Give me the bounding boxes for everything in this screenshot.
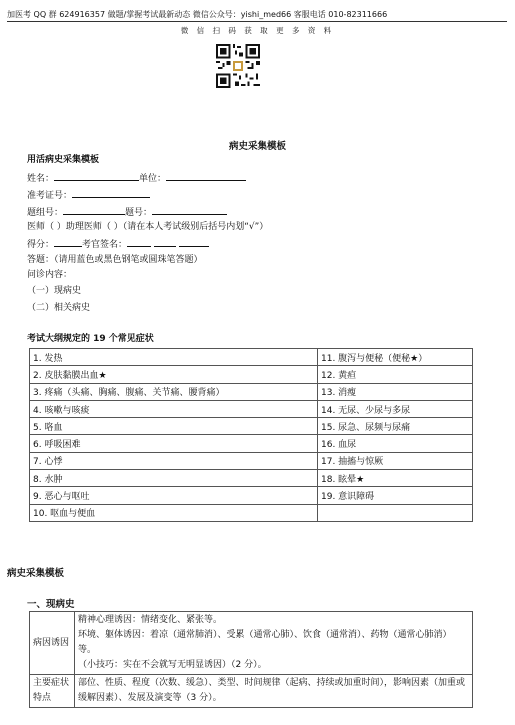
question-no-field[interactable] xyxy=(152,205,227,215)
table-row xyxy=(30,612,473,675)
template-heading: 病史采集模板 xyxy=(7,568,65,579)
exam-no-field[interactable] xyxy=(72,188,150,198)
symptom-cell: 10. 呕血与便血 xyxy=(30,504,318,521)
header-divider xyxy=(7,21,507,22)
symptoms-table xyxy=(29,348,473,522)
name-row xyxy=(27,171,246,185)
related-history-item: （二）相关病史 xyxy=(27,303,91,313)
unit-label: 单位： xyxy=(139,174,167,184)
symptom-cell: 17. 抽搐与惊厥 xyxy=(318,452,473,469)
exam-no-label: 准考证号： xyxy=(27,191,73,201)
content-line: 部位、性质、程度（次数、缓急）、类型、时间规律（起病、持续或加重时间），影响因素（加重或缓解因素）、发展及演变等（3 分）。 xyxy=(78,678,466,703)
name-label: 姓名： xyxy=(27,174,55,184)
symptom-cell: 15. 尿急、尿频与尿痛 xyxy=(318,418,473,435)
content-line: 精神心理诱因：情绪变化、紧张等。 xyxy=(78,615,223,625)
row-content xyxy=(75,675,473,708)
symptom-cell: 8. 水肿 xyxy=(30,470,318,487)
row-label: 主要症状特点 xyxy=(30,675,75,708)
table-row xyxy=(30,675,473,708)
answer-note: 答题：（请用蓝色或黑色钢笔或圆珠笔答题） xyxy=(27,255,203,265)
table-row xyxy=(30,504,473,521)
present-history-item: （一）现病史 xyxy=(27,286,82,296)
row-content xyxy=(75,612,473,675)
table-row xyxy=(30,470,473,487)
qr-code-icon xyxy=(216,44,260,88)
symptoms-heading: 考试大纲规定的 19 个常见症状 xyxy=(27,334,154,344)
table-row xyxy=(30,349,473,366)
symptom-cell: 16. 血尿 xyxy=(318,435,473,452)
table-row xyxy=(30,418,473,435)
question-row xyxy=(27,205,227,219)
symptom-cell: 5. 咯血 xyxy=(30,418,318,435)
symptom-cell: 13. 消瘦 xyxy=(318,383,473,400)
table-row xyxy=(30,487,473,504)
symptom-cell: 19. 意识障碍 xyxy=(318,487,473,504)
row-label: 病因诱因 xyxy=(30,612,75,675)
symptom-cell: 6. 呼吸困难 xyxy=(30,435,318,452)
symptom-cell: 9. 恶心与呕吐 xyxy=(30,487,318,504)
score-field[interactable] xyxy=(54,237,82,247)
symptom-cell: 14. 无尿、少尿与多尿 xyxy=(318,400,473,417)
examiner-field-2[interactable] xyxy=(154,237,176,247)
examiner-field-1[interactable] xyxy=(127,237,151,247)
table-row xyxy=(30,400,473,417)
table-row xyxy=(30,383,473,400)
inquiry-label: 问诊内容： xyxy=(27,270,73,280)
content-line: 环境、躯体诱因：着凉（通常肺消）、受累（通常心肺）、饮食（通常消）、药物（通常心肺消）等。 xyxy=(78,630,452,655)
content-line: （小技巧：实在不会就写无明显诱因）（2 分）。 xyxy=(78,660,267,670)
examiner-label: 考官签名： xyxy=(82,240,128,250)
question-no-label: 题号： xyxy=(125,208,153,218)
score-label: 得分： xyxy=(27,240,55,250)
unit-field[interactable] xyxy=(166,171,246,181)
symptom-cell: 4. 咳嗽与咳痰 xyxy=(30,400,318,417)
exam-no-row xyxy=(27,188,150,202)
table-row xyxy=(30,435,473,452)
symptom-cell: 11. 腹泻与便秘（便秘★） xyxy=(318,349,473,366)
group-no-field[interactable] xyxy=(63,205,125,215)
history-table xyxy=(29,611,473,708)
page-title: 病史采集模板 xyxy=(228,141,286,152)
symptom-cell: 2. 皮肤黏膜出血★ xyxy=(30,366,318,383)
doctor-level-row[interactable]: 医师（ ）助理医师（ ）（请在本人考试级别后括号内划“√”） xyxy=(27,222,269,232)
table-row xyxy=(30,366,473,383)
symptom-cell: 12. 黄疸 xyxy=(318,366,473,383)
section-present-history: 一、现病史 xyxy=(27,599,75,610)
examiner-field-3[interactable] xyxy=(179,237,209,247)
symptom-cell: 18. 眩晕★ xyxy=(318,470,473,487)
score-row xyxy=(27,237,209,251)
header-info-line: 加医考 QQ 群 624916357 做题/掌握考试最新动态 微信公众号：yishi_med66 客服电话 010-82311666 xyxy=(7,10,388,19)
group-no-label: 题组号： xyxy=(27,208,64,218)
name-field[interactable] xyxy=(54,171,139,181)
symptom-cell: 7. 心悸 xyxy=(30,452,318,469)
form-heading: 用活病史采集模板 xyxy=(27,155,100,165)
symptom-cell: 3. 疼痛（头痛、胸痛、腹痛、关节痛、腰背痛） xyxy=(30,383,318,400)
symptom-cell: 1. 发热 xyxy=(30,349,318,366)
symptom-cell xyxy=(318,504,473,521)
qr-caption: 微 信 扫 码 获 取 更 多 资 料 xyxy=(180,26,335,35)
table-row xyxy=(30,452,473,469)
